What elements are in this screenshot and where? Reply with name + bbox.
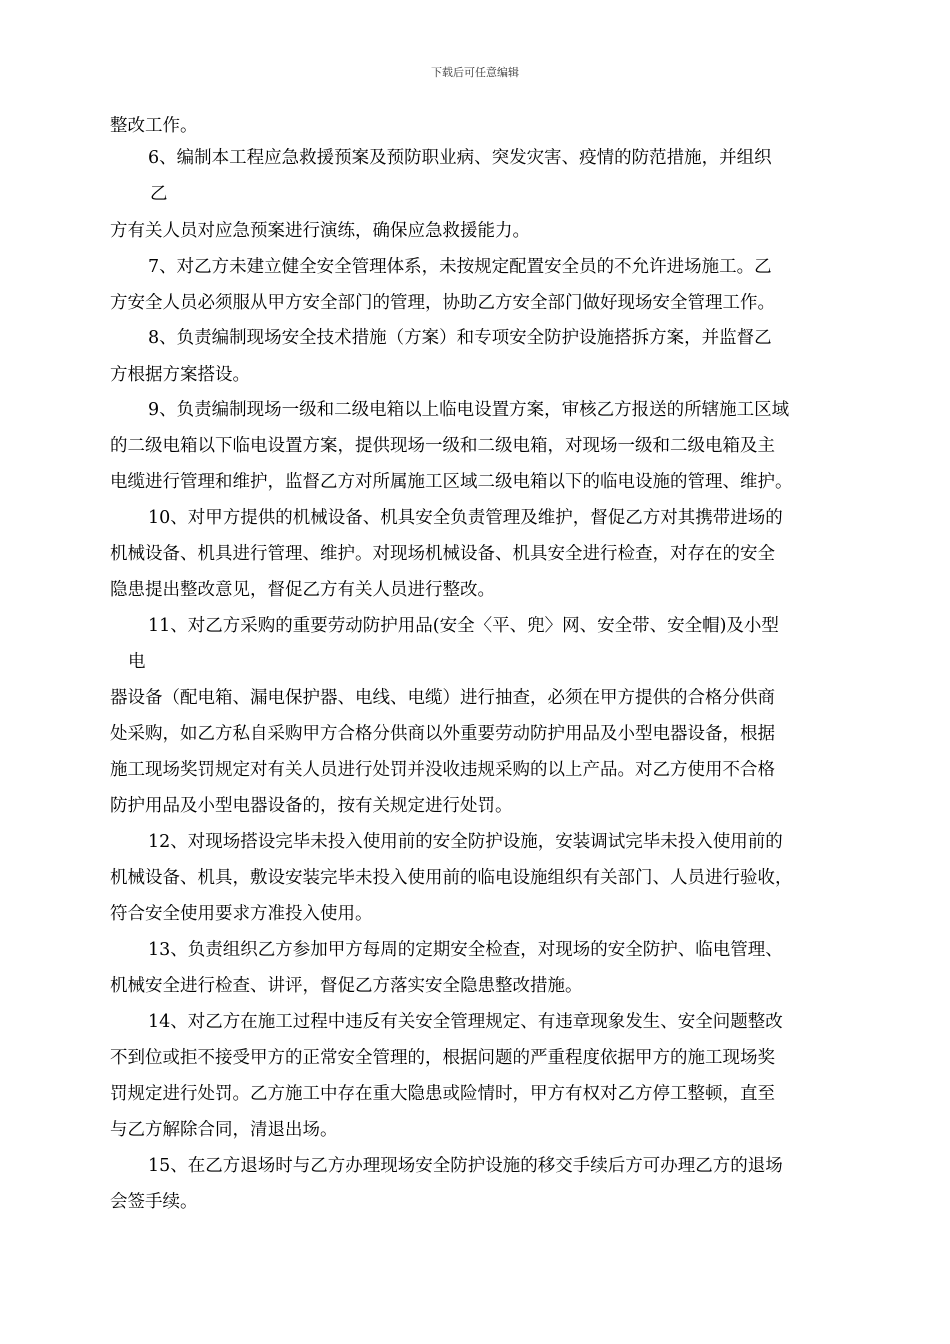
text-line: 方根据方案搭设。 [110, 365, 250, 385]
text-line: 方有关人员对应急预案进行演练，确保应急救援能力。 [110, 221, 530, 241]
text-line: 13、负责组织乙方参加甲方每周的定期安全检查，对现场的安全防护、临电管理、 [148, 940, 783, 960]
text-line: 6、编制本工程应急救援预案及预防职业病、突发灾害、疫情的防范措施，并组织 [148, 148, 772, 168]
text-line: 12、对现场搭设完毕未投入使用前的安全防护设施，安装调试完毕未投入使用前的 [148, 832, 783, 852]
text-line: 的二级电箱以下临电设置方案，提供现场一级和二级电箱，对现场一级和二级电箱及主 [110, 436, 775, 456]
text-line: 符合安全使用要求方准投入使用。 [110, 904, 373, 924]
page-header: 下载后可任意编辑 [431, 66, 519, 79]
text-line: 机械设备、机具，敷设安装完毕未投入使用前的临电设施组织有关部门、人员进行验收， [110, 868, 793, 888]
text-line: 方安全人员必须服从甲方安全部门的管理，协助乙方安全部门做好现场安全管理工作。 [110, 293, 775, 313]
text-line: 电 [128, 652, 146, 672]
text-line: 机械设备、机具进行管理、维护。对现场机械设备、机具安全进行检查，对存在的安全 [110, 544, 775, 564]
text-line: 会签手续。 [110, 1192, 198, 1212]
text-line: 施工现场奖罚规定对有关人员进行处罚并没收违规采购的以上产品。对乙方使用不合格 [110, 760, 775, 780]
text-line: 罚规定进行处罚。乙方施工中存在重大隐患或险情时，甲方有权对乙方停工整顿，直至 [110, 1084, 775, 1104]
text-line: 8、负责编制现场安全技术措施（方案）和专项安全防护设施搭拆方案，并监督乙 [148, 328, 772, 348]
text-line: 隐患提出整改意见，督促乙方有关人员进行整改。 [110, 580, 495, 600]
text-line: 防护用品及小型电器设备的，按有关规定进行处罚。 [110, 796, 513, 816]
text-line: 乙 [150, 184, 168, 204]
text-line: 7、对乙方未建立健全安全管理体系，未按规定配置安全员的不允许进场施工。乙 [148, 257, 772, 277]
text-line: 整改工作。 [110, 116, 198, 136]
text-line: 与乙方解除合同，清退出场。 [110, 1120, 338, 1140]
text-line: 处采购，如乙方私自采购甲方合格分供商以外重要劳动防护用品及小型电器设备，根据 [110, 724, 775, 744]
text-line: 9、负责编制现场一级和二级电箱以上临电设置方案，审核乙方报送的所辖施工区域 [148, 400, 790, 420]
text-line: 机械安全进行检查、讲评，督促乙方落实安全隐患整改措施。 [110, 976, 583, 996]
text-line: 器设备（配电箱、漏电保护器、电线、电缆）进行抽查，必须在甲方提供的合格分供商 [110, 688, 775, 708]
text-line: 11、对乙方采购的重要劳动防护用品(安全〈平、兜〉网、安全带、安全帽)及小型 [148, 616, 779, 636]
text-line: 14、对乙方在施工过程中违反有关安全管理规定、有违章现象发生、安全问题整改 [148, 1012, 783, 1032]
text-line: 电缆进行管理和维护，监督乙方对所属施工区域二级电箱以下的临电设施的管理、维护。 [110, 472, 793, 492]
text-line: 15、在乙方退场时与乙方办理现场安全防护设施的移交手续后方可办理乙方的退场 [148, 1156, 783, 1176]
text-line: 不到位或拒不接受甲方的正常安全管理的，根据问题的严重程度依据甲方的施工现场奖 [110, 1048, 775, 1068]
text-line: 10、对甲方提供的机械设备、机具安全负责管理及维护，督促乙方对其携带进场的 [148, 508, 783, 528]
